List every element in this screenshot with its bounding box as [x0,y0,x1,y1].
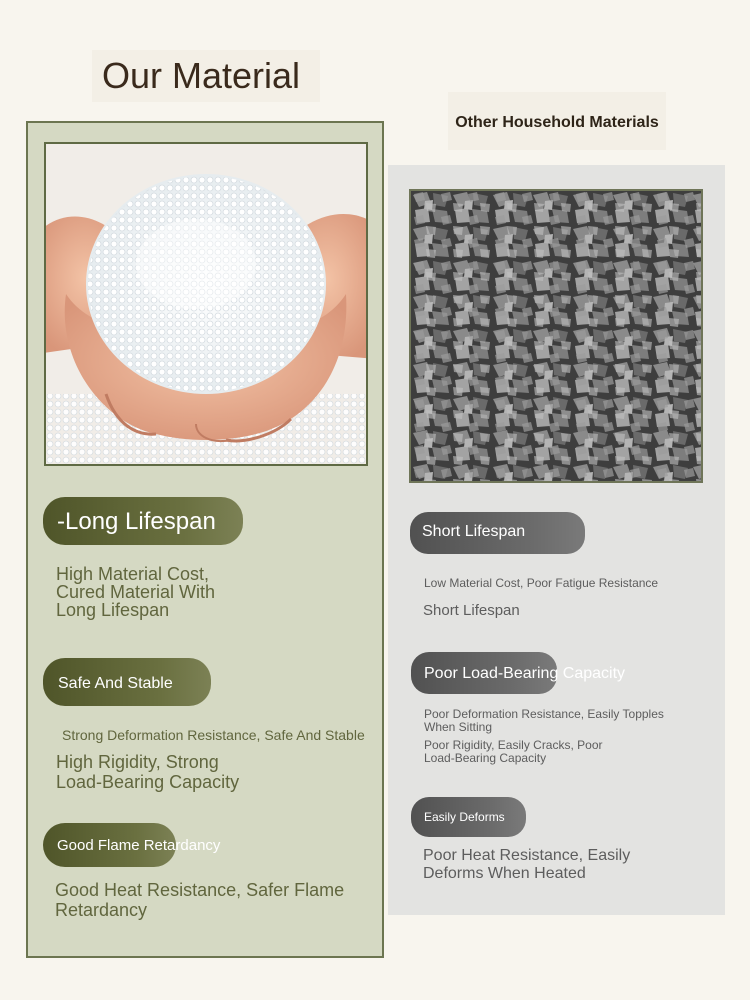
badge-poor-load-bearing-label: Poor Load-Bearing Capacity [424,665,626,682]
poor-load-bearing-subtitle: Poor Deformation Resistance, Easily Topples When Sitting [424,707,664,734]
short-lifespan-description: Short Lifespan [423,602,520,619]
flame-retardancy-description: Good Heat Resistance, Safer Flame Retardancy [55,880,345,920]
easily-deforms-description: Poor Heat Resistance, Easily Deforms When Heated [423,847,631,882]
safe-and-stable-description: High Rigidity, Strong Load-Bearing Capacity [56,752,240,792]
gravel-image [409,189,703,483]
long-lifespan-description: High Material Cost, Cured Material With Long Lifespan [56,564,216,620]
page-title: Our Material [92,50,320,102]
pellets-image [44,142,368,466]
comparison-title: Other Household Materials [448,92,666,150]
white-plastic-pellets-in-hands-icon [46,144,366,464]
badge-easily-deforms: Easily Deforms [411,797,526,837]
short-lifespan-subtitle: Low Material Cost, Poor Fatigue Resistance [424,576,659,590]
grey-gravel-stones-icon [411,191,701,481]
badge-good-flame-retardancy-label: Good Flame Retardancy [57,837,221,854]
badge-safe-and-stable: Safe And Stable [43,658,211,706]
safe-and-stable-subtitle: Strong Deformation Resistance, Safe And Stable [62,727,365,743]
badge-short-lifespan: Short Lifespan [410,512,585,554]
poor-load-bearing-description: Poor Rigidity, Easily Cracks, Poor Load-Bearing Capacity [424,738,603,765]
badge-long-lifespan: -Long Lifespan [43,497,243,545]
